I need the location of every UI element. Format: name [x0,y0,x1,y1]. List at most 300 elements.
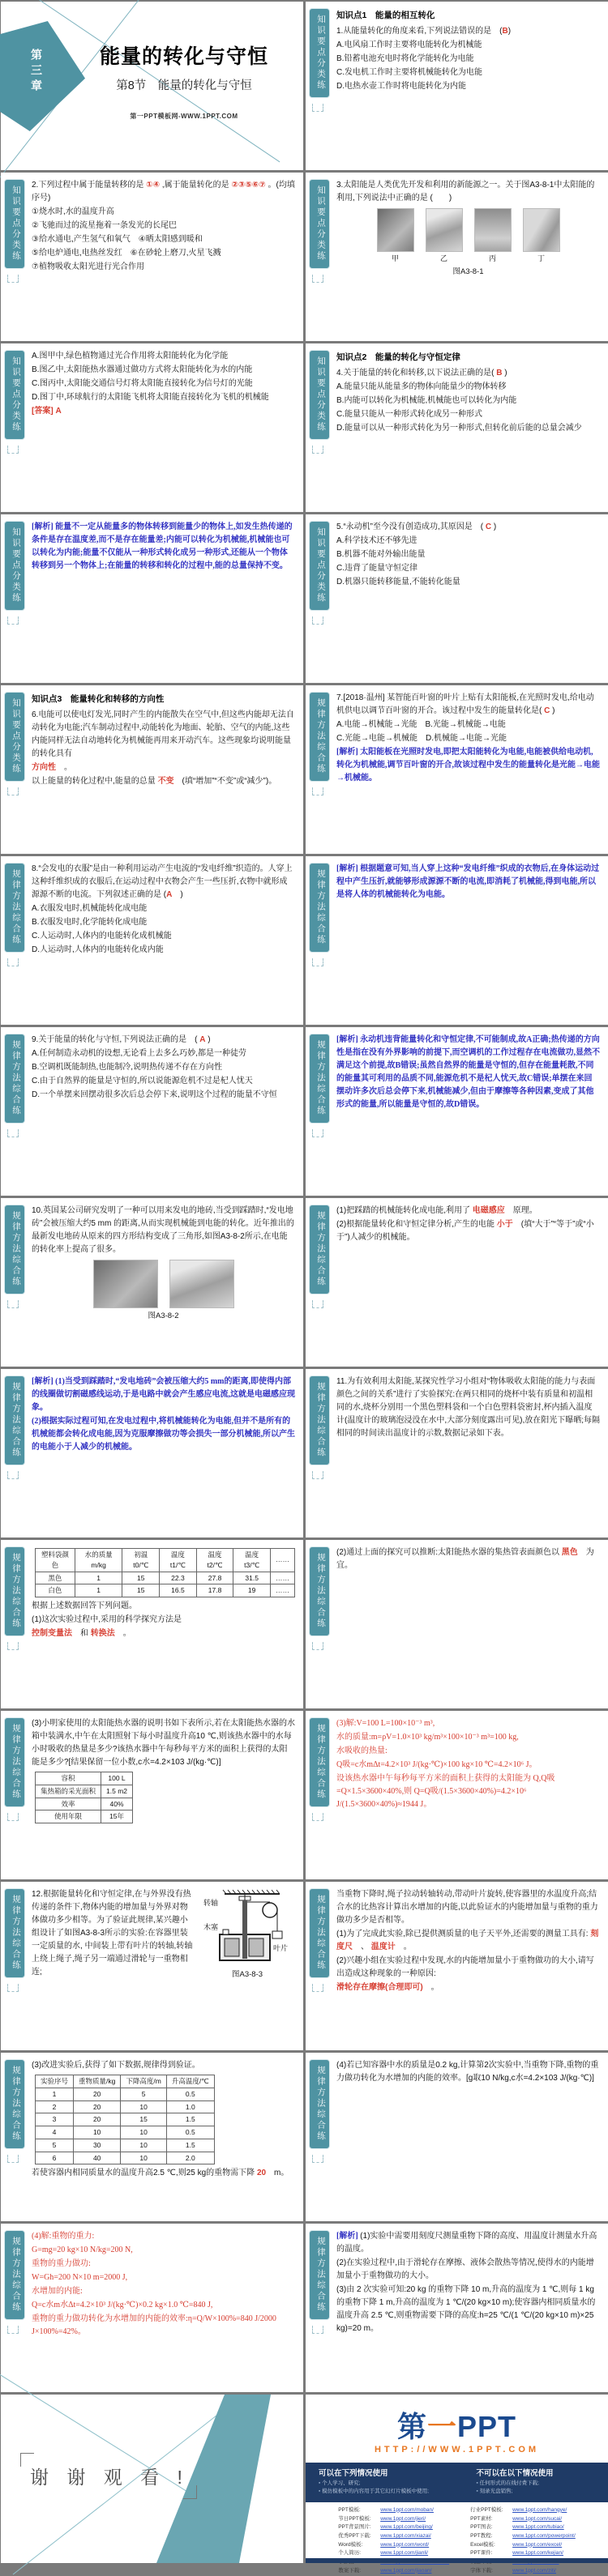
paragraph [336,521,600,534]
text-segment: 、 [353,1943,371,1951]
slide-body [336,178,600,339]
text-segment: [解析] (1)当受到踩踏时,“发电地砖”会被压缩大约5 mm的距离,即使得内部的线圈做切割磁感线运动,于是电路中就会产生感应电流,这就是电磁感应现象。 [32,1377,295,1412]
slide-cell [306,173,608,341]
text-segment: [解析] 永动机违背能量转化和守恒定律,不可能制成,故A正确;热传递的方向性是指在没有外界影响的前提下,而空调机的工作过程存在电流做功,显然不满足这个前提,故B错误;虽然自然界的能量是守恒的,但存在能量耗散,不同的能量其可利用的品质不同,能源危机不是杞人忧天,故C错误;单摆在来回摆动许多次后总会停下来,机械能减少,但由于摩擦等各种因素,变成了其他形式的能量,所以能量是守恒的,故D错误。 [336,1035,600,1109]
sidebar-tab: 规律方法综合练 [4,2059,25,2149]
text-segment: C [485,522,492,531]
link-row [470,2515,576,2524]
slide-body [336,862,600,1022]
sidebar-tab: 规律方法综合练 [4,2230,25,2320]
text-segment: 和 [72,1629,91,1638]
text-segment: D.电热水壶工作时将电能转化为内能 [336,81,466,91]
brand-url: HTTP://WWW.1PPT.COM [374,2445,540,2454]
link-url[interactable]: www.1ppt.com/beijing/ [380,2524,433,2531]
slide-body [32,1204,295,1364]
data-table [35,1772,133,1823]
slide-cell [306,2053,608,2221]
table-header-cell: …… [270,1549,294,1572]
paragraph [336,1546,600,1572]
paragraph [32,1061,295,1074]
paragraph [336,1205,600,1218]
slide-cell [1,173,303,341]
link-url[interactable]: www.1ppt.com/jieri/ [380,2515,426,2522]
paragraph [32,1614,295,1627]
sidebar-tab: 规律方法综合练 [309,1888,330,1978]
text-segment: C.违背了能量守恒定律 [336,564,417,573]
knowledge-point-heading: 知识点2 能量的转化与守恒定律 [336,352,460,362]
paragraph [336,2059,600,2085]
table-cell: 15 [122,1572,160,1584]
text-segment: [解析] 能量不一定从能量多的物体转移到能量少的物体上,如发生热传递的条件是存在温度差,而不是存在能量差;内能可以转化为机械能,机械能也可以转化为内能;能量不仅能从一种形式转化成另一种形式,还能从一个物体转移到另一个物体上;在能量的转移和转化的过程中,能的总量保持不变。 [32,522,293,570]
slide-body [32,1033,295,1193]
slide-body [336,520,600,680]
text-segment: 为宜。 [336,1548,594,1570]
text-segment: (2)根据能量转化和守恒定律分析,产生的电能 [336,1220,497,1229]
slide-cell [306,343,608,512]
paragraph [336,732,600,745]
link-row [338,2567,449,2576]
page-title: 能量的转化与守恒 [99,45,268,68]
link-url[interactable]: www.1ppt.com/jiaoan/ [380,2567,432,2574]
text-segment: 根据上述数据回答下列问题。 [32,1601,137,1610]
link-url[interactable]: www.1ppt.com/moban/ [380,2506,434,2513]
link-label: 优秀PPT下载: [338,2532,371,2539]
text-segment: B.图乙中,太阳能热水器通过做功方式将太阳能转化为水的内能 [32,365,253,374]
chapter-label: 第三章 [30,49,43,95]
brand-logo-dash: 一 [426,2410,457,2443]
sidebar-tab-tail [312,1471,323,1479]
sidebar-tab-tail [312,1984,323,1992]
table-row [36,1572,295,1584]
sidebar-tab: 规律方法综合练 [4,863,25,953]
table-cell: 20 [74,2088,121,2100]
text-segment: 11.为有效利用太阳能,某探究性学习小组对“物体吸收太阳能的能力与表面颜色之间的关系”进行了实验探究:在两只相同的烧杯中装有质量和初温相同的水,烧杯分别用一个黑色塑料袋和一个白色塑料袋密封,杯内插入温度计(温度计的玻璃泡浸没在水中,大部分刻度露出可见),放在阳光下曝晒;每隔相同的时间读出温度计的示数,数据记录如下表。 [336,1377,600,1438]
sidebar-tab: 规律方法综合练 [309,1375,330,1465]
paragraph [32,1205,295,1256]
text-segment: [解析] 根据题意可知,当人穿上这种“发电纤维”织成的衣物后,在身体运动过程中产生压折,就能够形成源源不断的电流,即消耗了机械能,得到电能,所以是将人体的机械能转化为电能。 [336,864,600,899]
text-segment: 。 [56,762,72,772]
table-header-row [36,2075,215,2088]
table-cell: 3 [36,2113,74,2126]
table-cell: 15 [121,2113,166,2126]
table-row [36,1810,133,1823]
paragraph [336,367,600,380]
link-row [338,2532,449,2541]
data-table [35,2075,215,2164]
text-segment: 重物的重力做功转化为水增加的内能的效率:η=Q/W×100%=840 J/2000 J×100%=42%。 [32,2314,276,2336]
paragraph [32,902,295,915]
slide-cell [306,2224,608,2392]
text-segment: 7.[2018·温州] 某智能百叶窗的叶片上贴有太阳能板,在光照时发电,给电动机供电以调节百叶窗的开合。该过程中发生的能量转化是( [336,693,594,715]
table-cell: 10 [74,2126,121,2139]
slide-cell [306,1711,608,1879]
paragraph [336,1717,600,1730]
table-cell: 集热箱的采光面积 [36,1785,101,1798]
paragraph [32,2059,295,2072]
table-row [36,2100,215,2113]
slide-body [336,1887,600,2048]
paragraph [336,2257,600,2283]
slide-cell [1,685,303,854]
slide-body [336,1033,600,1193]
paragraph [32,944,295,957]
text-segment: ) [550,706,555,715]
text-segment: 1.从能量转化的角度来看,下列说法错误的是 ( [336,26,503,36]
photo-placeholder [93,1260,158,1308]
sidebar-tab-tail [312,616,323,625]
paragraph [32,2285,295,2298]
site-credit: 第一PPT模板网-WWW.1PPT.COM [130,113,238,120]
text-segment: (填“大于”“等于”或“小于”)人减少的机械能。 [336,1220,594,1242]
slide-cell [306,1027,608,1196]
paragraph [336,1981,600,1994]
link-label: PPT课件: [470,2550,493,2557]
text-segment: A.电风扇工作时主要将电能转化为机械能 [336,40,482,49]
photo-placeholder [523,208,560,252]
text-segment: (填“增加”“不变”或“减少”)。 [173,776,277,786]
text-segment: ) [491,522,497,531]
text-segment: (4)解:重物的重力: [32,2232,95,2241]
slide-cell [306,1198,608,1367]
link-label: 个人简历: [338,2550,361,2557]
sidebar-tab-tail [7,2155,19,2163]
thanks-text: 谢 谢 观 看 ! [30,2463,189,2489]
table-header-cell: 水的质量m/kg [75,1549,122,1572]
paragraph [336,1759,600,1772]
text-segment: ③给水通电,产生氢气和氧气 ④晒太阳感到暖和 [32,235,203,244]
paragraph [336,1375,600,1440]
link-url[interactable]: www.1ppt.com/ziti/ [512,2567,556,2574]
sidebar-tab: 规律方法综合练 [309,2059,330,2149]
table-header-cell: 塑料袋颜色 [36,1549,75,1572]
figure-caption: 图A3-8-3 [231,1970,263,1979]
experiment-diagram [199,1889,295,1981]
text-segment: 不变 [157,776,174,786]
sidebar-tab-tail [312,104,323,112]
paragraph [32,2244,295,2257]
links-column [338,2506,449,2576]
paragraph [32,350,295,363]
slide-cell [1,1711,303,1879]
text-segment: 6.电能可以使电灯发光,同时产生的内能散失在空气中,但这些内能却无法自动转化为电能;汽车制动过程中,动能转化为地面、轮胎、空气的内能,这些内能同样无法自动地转化为机械能再用来开动汽车。这些现象均说明能量的转化具有 [32,710,294,758]
sidebar-tab-tail [7,616,19,625]
paragraph [336,1772,600,1811]
text-segment: 12.根据能量转化和守恒定律,在与外界没有热传递的条件下,物体内能的增加量与外界对物体做功多少相等。为了验证此规律,某兴趣小组设计了如图A3-8-3所示的实验:在容器里装一定质量的水, 中间装上带有叶片的转轴,转轴上绕上绳子,绳子另一端通过滑轮与一重物相连; [32,1890,193,1977]
table-row [36,2126,215,2139]
sidebar-tab: 知识要点分类练 [4,350,25,440]
link-url[interactable]: www.1ppt.com/hangye/ [512,2506,567,2513]
svg-text:转轴: 转轴 [203,1899,219,1907]
table-header-cell: 温度t3/℃ [233,1549,271,1572]
slide-cell [1,1369,303,1537]
link-url[interactable]: www.1ppt.com/sucai/ [512,2515,563,2522]
table-row [36,1785,133,1798]
paragraph [32,1375,295,1414]
link-row [470,2523,576,2532]
paragraph [336,2284,600,2335]
text-segment: (1)为了完成此实验,除已提供测质量的电子天平外,还需要的测量工具有: [336,1930,591,1938]
text-segment: (3)改进实验后,获得了如下数据,规律得到验证。 [32,2061,200,2070]
text-segment: ) [172,890,183,899]
text-segment: (1)把踩踏的机械能转化成电能,利用了 [336,1206,473,1215]
table-cell: 1 [36,2088,74,2100]
text-segment: (4)若已知容器中水的质量是0.2 kg,计算第2次实验中,当重物下降,重物的重力做功转化为水增加的内能的效率。[g取10 N/kg,c水=4.2×103 J/(kg·℃)] [336,2061,599,2083]
table-header-cell: 实验序号 [36,2075,74,2088]
sidebar-tab-tail [312,1129,323,1137]
slide-cell [1,1027,303,1196]
text-segment: ②飞驰而过的流星拖着一条发光的长尾巴 [32,221,177,230]
text-segment: 4.关于能量的转化和转移,以下说法正确的是( [336,368,497,377]
text-segment: D.人运动时,人体内的电能转化成内能 [32,945,164,954]
text-segment: 以上能量的转化过程中,能量的总量 [32,776,158,786]
link-url[interactable]: www.1ppt.com/xiazai/ [380,2532,431,2539]
link-row [470,2567,576,2576]
text-segment: G=mg=20 kg×10 N/kg=200 N, [32,2245,133,2254]
slide-cell [1,343,303,512]
sidebar-tab: 知识要点分类练 [4,179,25,269]
sidebar-tab-tail [312,1642,323,1650]
usage-column [477,2467,596,2497]
table-cell: 40 [74,2152,121,2164]
paragraph [32,521,295,573]
table-cell: 20 [74,2100,121,2113]
paragraph [32,916,295,929]
paragraph [32,1717,295,1769]
text-segment: ) [502,368,507,377]
table-cell: 1.5 m2 [101,1785,133,1798]
slide-cell [1,514,303,683]
sidebar-tab-tail [312,1813,323,1821]
sidebar-tab-tail [312,2326,323,2334]
paragraph [32,1600,295,1613]
text-segment: A.能量只能从能量多的物体向能量少的物体转移 [336,382,507,391]
table-cell: 2 [36,2100,74,2113]
paragraph [336,746,600,785]
text-segment: 水的质量:m=ρV=1.0×10³ kg/m³×100×10⁻³ m³=100 kg, [336,1733,519,1742]
link-url[interactable]: www.1ppt.com/excel/ [512,2541,563,2548]
table-row [36,1584,295,1597]
usage-title: 不可以在以下情况使用 [476,2469,554,2478]
table-cell: 4 [36,2126,74,2139]
table-cell: 30 [74,2139,121,2152]
table-cell: 5 [121,2088,166,2100]
text-segment: D.图丁中,环球航行的太阳能飞机将太阳能直接转化为飞机的机械能 [32,393,269,402]
text-segment: 水增加的内能: [32,2287,83,2296]
paragraph [32,2230,295,2243]
text-segment: B [502,26,508,36]
sidebar-tab: 规律方法综合练 [4,1034,25,1124]
paragraph [32,1047,295,1060]
photo [169,1260,234,1308]
text-segment: A.图甲中,绿色植物通过光合作用将太阳能转化为化学能 [32,352,229,360]
link-url[interactable]: www.1ppt.com/tubiao/ [512,2524,564,2531]
text-segment: (3)解:V=100 L=100×10⁻³ m³, [336,1719,435,1728]
paragraph [336,562,600,575]
table-cell: …… [270,1572,294,1584]
link-label: 行业PPT模板: [470,2506,503,2513]
table-cell: 1.0 [166,2100,214,2113]
knowledge-point-heading: 知识点3 能量转化和转移的方向性 [32,694,165,704]
text-segment: [答案] A [32,407,62,416]
text-segment: 滑轮存在摩擦(合理即可) [336,1983,423,1992]
paragraph [32,391,295,404]
slide-cell [1,856,303,1025]
paragraph [32,2299,295,2312]
text-segment: 小于 [496,1220,513,1229]
table-cell: 10 [121,2100,166,2113]
figure-photos [32,1260,295,1308]
text-segment: 。(均填序号) [32,181,295,203]
table-cell: 黑色 [36,1572,75,1584]
slide-body [32,1375,295,1535]
photo-label: 甲 [391,254,399,262]
sidebar-tab: 规律方法综合练 [309,1546,330,1636]
paragraph [32,930,295,943]
photo-placeholder [169,1260,234,1308]
link-url[interactable]: www.1ppt.com/word/ [380,2541,430,2548]
sidebar-tab: 规律方法综合练 [4,1205,25,1294]
table-cell: 16.5 [160,1584,197,1597]
text-segment: 设该热水器中午每秒每平方米的面积上获得的太阳能为 Q,Q吸=Q×1.5×3600×40%,则 Q=Q吸/(1.5×3600×40%)=4.2×10⁶ J/(1.5×3600×40%)≈1944 J。 [336,1774,555,1809]
text-segment: 刻度尺 [336,1930,599,1951]
sidebar-tab: 知识要点分类练 [309,350,330,440]
data-table [35,1548,295,1597]
paragraph [336,1218,600,1244]
text-segment: C.发电机工作时主要将机械能转化为电能 [336,67,482,77]
sidebar-tab-tail [7,958,19,966]
table-cell: 27.8 [196,1572,233,1584]
slide-cell [306,514,608,683]
photo [523,208,560,264]
link-label: PPT图表: [470,2524,493,2531]
slide-cell [1,2053,303,2221]
table-cell: 5 [36,2139,74,2152]
paragraph [32,377,295,390]
table-row [36,2113,215,2126]
slide-cell [306,685,608,854]
link-label: 节日PPT模板: [338,2515,371,2522]
links-area [306,2506,608,2576]
slide-cell [1,2224,303,2392]
text-segment: 8.“会发电的衣服”是由一种利用运动产生电流的“发电纤维”织造的。人穿上这种纤维织成的衣服后,在运动过程中衣物会产生一些压折,衣物中就形成源源不断的电流。下列叙述正确的是 ( [32,864,293,899]
text-segment: A [199,1035,206,1044]
text-segment: B [496,368,503,377]
slide-body [32,1717,295,1877]
paragraph [336,1928,600,1954]
table-header-cell: 重物质量/kg [74,2075,121,2088]
paragraph [336,25,600,38]
paragraph [336,548,600,561]
link-url[interactable]: www.1ppt.com/kejian/ [512,2550,563,2557]
sidebar-tab-tail [7,1642,19,1650]
table-header-cell: 温度t1/℃ [160,1549,197,1572]
paragraph [336,863,600,902]
slide-cell [1,1882,303,2050]
page-subtitle: 第8节 能量的转化与守恒 [116,79,252,92]
slide-cell [306,2395,608,2574]
text-segment: 。 [422,1983,439,1992]
slide-cell [306,856,608,1025]
paragraph [32,1627,295,1640]
text-segment: 重物的重力做功: [32,2259,91,2268]
text-segment: 原理。 [504,1206,537,1215]
paragraph [32,2271,295,2284]
slide-body [336,691,600,851]
sidebar-tab-tail [7,2326,19,2334]
paragraph [336,576,600,589]
paragraph [32,2313,295,2339]
link-label: PPT背景图片: [338,2524,371,2531]
sidebar-tab-tail [7,275,19,283]
paragraph [32,761,295,774]
text-segment: 水吸收的热量: [336,1746,387,1755]
usage-item: ▪ 个人学习、研究; [319,2480,438,2488]
sidebar-tab: 规律方法综合练 [309,1034,330,1124]
sidebar-tab-tail [312,446,323,454]
text-segment: ②③⑤⑥⑦ [231,181,266,190]
text-segment: A [166,890,173,899]
paragraph [336,2230,600,2256]
paragraph [32,1075,295,1088]
table-cell: 15年 [101,1810,133,1823]
slide-body [32,862,295,1022]
paragraph [336,408,600,421]
table-cell: 100 L [101,1772,133,1785]
link-row [470,2506,576,2515]
link-label: PPT素材: [470,2515,493,2522]
table-cell: 使用年限 [36,1810,101,1823]
text-segment: 9.关于能量的转化与守恒,下列说法正确的是 ( [32,1035,200,1044]
slide-body [336,1546,600,1706]
sidebar-tab: 知识要点分类练 [309,8,330,98]
sidebar-tab-tail [312,787,323,795]
table-cell: 0.5 [166,2088,214,2100]
text-segment: (2)通过上面的探究可以推断:太阳能热水器的集热管表面颜色以 [336,1548,562,1557]
table-cell: 1.5 [166,2139,214,2152]
link-url[interactable]: www.1ppt.com/powerpoint/ [512,2532,576,2539]
text-segment: A.电能→机械能→光能 B.光能→机械能→电能 [336,720,506,729]
link-row [470,2541,576,2550]
paragraph [336,692,600,718]
table-row [36,2088,215,2100]
photo [426,208,463,264]
slide-body [336,1375,600,1535]
paragraph [32,261,295,274]
table-header-cell: 温度t2/℃ [196,1549,233,1572]
paragraph [336,1888,600,1927]
paragraph [32,179,295,205]
paragraph [32,206,295,219]
text-segment: 方向性 [32,762,56,772]
table-cell: 白色 [36,1584,75,1597]
table-cell: 40% [101,1798,133,1810]
paragraph [336,1955,600,1981]
text-segment: 温度计 [370,1943,396,1951]
link-url[interactable]: www.1ppt.com/jianli/ [380,2550,429,2557]
paragraph [32,1089,295,1102]
brand-bottom-strip [306,2558,608,2563]
link-label: Excel模板: [470,2541,495,2548]
photo-label: 乙 [439,254,447,262]
usage-title: 可以在下列情况使用 [319,2469,388,2478]
paragraph [32,2258,295,2271]
table-cell: 1 [75,1572,122,1584]
paragraph [32,247,295,260]
photo-label: 丁 [537,254,545,262]
sidebar-tab-tail [7,1984,19,1992]
table-cell: 22.3 [160,1572,197,1584]
paragraph [336,535,600,548]
